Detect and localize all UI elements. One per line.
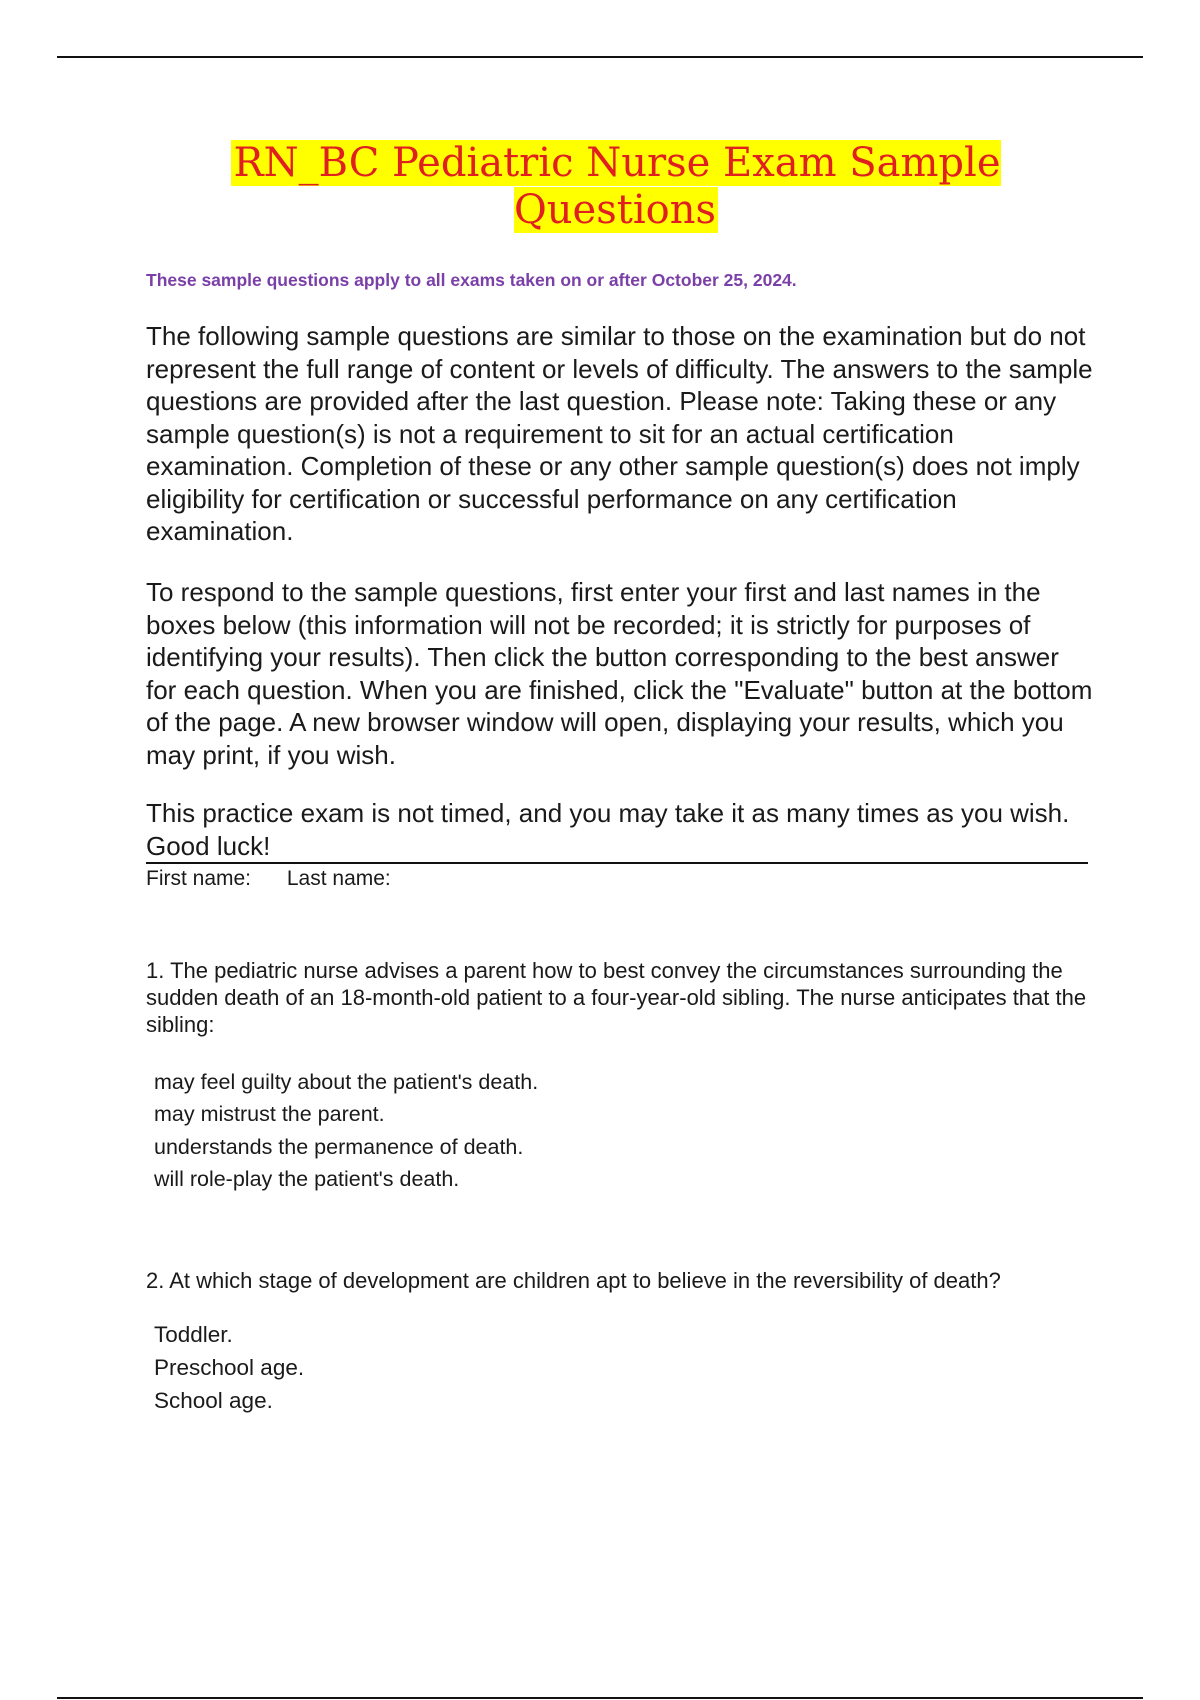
question-1-option-d[interactable]: will role-play the patient's death. [154, 1166, 460, 1191]
question-2-options [154, 1318, 304, 1417]
question-2-option-b[interactable]: Preschool age. [154, 1355, 305, 1380]
question-1-options [154, 1066, 538, 1195]
intro-paragraph-3: This practice exam is not timed, and you may take it as many times as you wish. Good luck! [146, 798, 1070, 861]
intro-paragraph-2: To respond to the sample questions, first enter your first and last names in the boxes below (this information will not be recorded; it is strictly for purposes of identifying your results). Then click the button corresponding to the best answer for each question. When you are finished, click the "Evaluate" button at the bottom of the page. A new browser window will open, displaying your results, which you may print, if you wish. [146, 577, 1093, 770]
page-bottom-rule [57, 1697, 1143, 1699]
question-1-text: 1. The pediatric nurse advises a parent how to best convey the circumstances surrounding the sudden death of an 18-month-old patient to a four-year-old sibling. The nurse anticipates that the sibling: [146, 958, 1087, 1037]
page-top-rule [57, 56, 1143, 58]
question-2-option-c[interactable]: School age. [154, 1388, 273, 1413]
first-name-label: First name: [146, 867, 252, 890]
name-entry-row [146, 862, 1088, 892]
exam-date-notice: These sample questions apply to all exams taken on or after October 25, 2024. [146, 270, 797, 290]
question-1-option-c[interactable]: understands the permanence of death. [154, 1134, 524, 1159]
question-1-option-a[interactable]: may feel guilty about the patient's death. [154, 1070, 539, 1094]
page-title-text: RN_BC Pediatric Nurse Exam Sample Questions [233, 140, 1001, 233]
intro-paragraph-1: The following sample questions are similar to those on the examination but do not represent the full range of content or levels of difficulty. The answers to the sample questions are provided after the last question. Please note: Taking these or any sample question(s) is not a requirement to sit for an actual certification examination. Completion of these or any other sample question(s) does not imply eligibility for certification or successful performance on any certification examination. [146, 321, 1093, 546]
question-2-text: 2. At which stage of development are children apt to believe in the reversibility of death? [146, 1268, 1001, 1293]
question-2-option-a[interactable]: Toddler. [154, 1322, 233, 1347]
last-name-label: Last name: [286, 867, 391, 890]
question-1-option-b[interactable]: may mistrust the parent. [154, 1102, 385, 1127]
page-title [146, 140, 1086, 234]
